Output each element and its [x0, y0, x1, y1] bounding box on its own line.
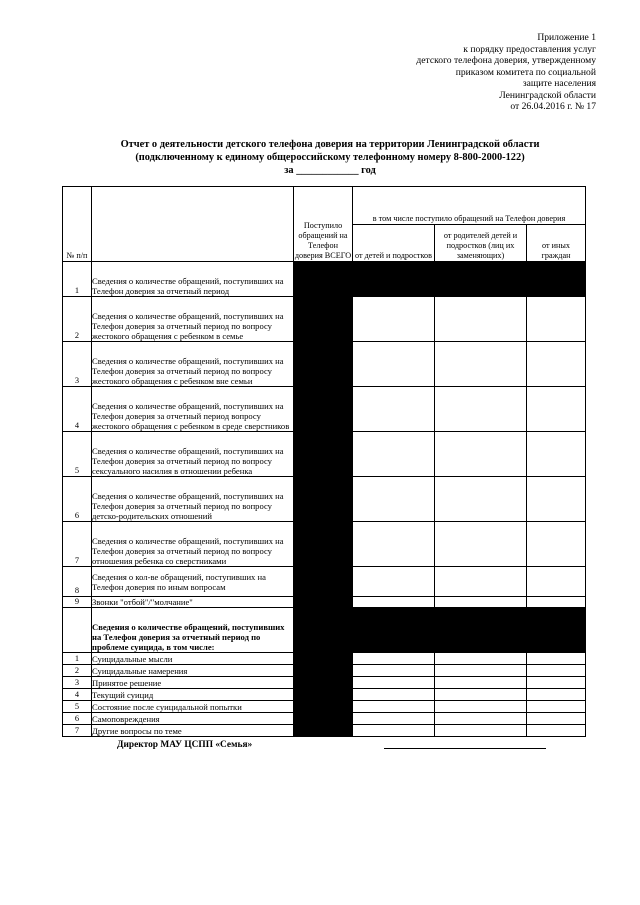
children-cell[interactable]	[353, 432, 435, 477]
total-cell	[294, 725, 353, 737]
table-row	[63, 665, 586, 677]
others-cell[interactable]	[527, 387, 586, 432]
total-cell	[294, 665, 353, 677]
row-num: 8	[63, 567, 92, 597]
table-row	[63, 689, 586, 701]
table-row	[63, 477, 586, 522]
appendix-line: детского телефона доверия, утвержденному	[416, 55, 596, 66]
title-line-2: (подключенному к единому общероссийскому телефонному номеру 8-800-2000-122)	[135, 152, 525, 163]
parents-cell[interactable]	[435, 597, 527, 608]
row-num: 5	[63, 701, 92, 713]
report-title	[60, 138, 600, 177]
title-line-1: Отчет о деятельности детского телефона доверия на территории Ленинградской области	[120, 139, 540, 150]
children-cell[interactable]	[353, 477, 435, 522]
header-children: от детей и подростков	[353, 225, 435, 262]
title-line-3: за ____________ год	[284, 165, 376, 176]
row-text: Сведения о количестве обращений, поступивших на Телефон доверия за отчетный период вопросу жестокого обращения с ребенком в среде сверстников	[92, 387, 294, 432]
children-cell[interactable]	[353, 653, 435, 665]
appendix-block	[416, 32, 596, 113]
parents-cell[interactable]	[435, 653, 527, 665]
table-row	[63, 677, 586, 689]
parents-cell[interactable]	[435, 477, 527, 522]
row-num: 2	[63, 665, 92, 677]
children-cell[interactable]	[353, 701, 435, 713]
row-num: 3	[63, 342, 92, 387]
signature-label: Директор МАУ ЦСПП «Семья»	[117, 740, 253, 750]
row-num	[63, 608, 92, 653]
table-row	[63, 387, 586, 432]
header-including: в том числе поступило обращений на Телефон доверия	[353, 187, 586, 225]
table-row	[63, 522, 586, 567]
parents-cell[interactable]	[435, 522, 527, 567]
children-cell[interactable]	[353, 597, 435, 608]
signature-line[interactable]	[384, 748, 546, 749]
others-cell[interactable]	[527, 725, 586, 737]
appendix-line: Приложение 1	[537, 32, 596, 43]
others-cell[interactable]	[527, 677, 586, 689]
children-cell[interactable]	[353, 522, 435, 567]
appendix-line: Ленинградской области	[499, 89, 596, 101]
row-num: 5	[63, 432, 92, 477]
row-text: Сведения о количестве обращений, поступивших на Телефон доверия за отчетный период по вопросу жестокого обращения с ребенком в семье	[92, 297, 294, 342]
total-cell	[294, 262, 353, 297]
total-cell	[294, 689, 353, 701]
table-row	[63, 713, 586, 725]
children-cell[interactable]	[353, 713, 435, 725]
row-num: 6	[63, 713, 92, 725]
others-cell[interactable]	[527, 689, 586, 701]
parents-cell[interactable]	[435, 701, 527, 713]
row-text: Принятое решение	[92, 677, 294, 689]
children-cell	[353, 608, 435, 653]
row-num: 1	[63, 653, 92, 665]
others-cell[interactable]	[527, 297, 586, 342]
total-cell	[294, 297, 353, 342]
others-cell[interactable]	[527, 701, 586, 713]
children-cell[interactable]	[353, 342, 435, 387]
table-row	[63, 567, 586, 597]
parents-cell[interactable]	[435, 677, 527, 689]
total-cell	[294, 653, 353, 665]
header-others: от иных граждан	[527, 225, 586, 262]
row-num: 3	[63, 677, 92, 689]
children-cell[interactable]	[353, 297, 435, 342]
suicide-header-row	[63, 608, 586, 653]
row-num: 4	[63, 387, 92, 432]
others-cell	[527, 608, 586, 653]
total-cell	[294, 677, 353, 689]
children-cell[interactable]	[353, 689, 435, 701]
suicide-header-text: Сведения о количестве обращений, поступивших на Телефон доверия за отчетный период по проблеме суицида, в том числе:	[92, 608, 294, 653]
row-text: Сведения о количестве обращений, поступивших на Телефон доверия за отчетный период по вопросу сексуального насилия в отношении ребенка	[92, 432, 294, 477]
children-cell[interactable]	[353, 665, 435, 677]
appendix-line: защите населения	[522, 78, 596, 89]
children-cell[interactable]	[353, 567, 435, 597]
parents-cell[interactable]	[435, 387, 527, 432]
total-cell	[294, 432, 353, 477]
appendix-line: от 26.04.2016 г. № 17	[510, 101, 596, 112]
row-text: Звонки "отбой"/"молчание"	[92, 597, 294, 608]
parents-cell[interactable]	[435, 725, 527, 737]
row-num: 2	[63, 297, 92, 342]
header-desc	[92, 187, 294, 262]
row-num: 4	[63, 689, 92, 701]
total-cell	[294, 387, 353, 432]
children-cell[interactable]	[353, 677, 435, 689]
total-cell	[294, 713, 353, 725]
table-row	[63, 653, 586, 665]
row-num: 1	[63, 262, 92, 297]
parents-cell[interactable]	[435, 665, 527, 677]
others-cell[interactable]	[527, 597, 586, 608]
others-cell[interactable]	[527, 522, 586, 567]
header-total: Поступило обращений на Телефон доверия ВСЕГО	[294, 187, 353, 262]
others-cell	[527, 262, 586, 297]
others-cell[interactable]	[527, 665, 586, 677]
parents-cell[interactable]	[435, 297, 527, 342]
others-cell[interactable]	[527, 342, 586, 387]
total-cell	[294, 608, 353, 653]
total-cell	[294, 567, 353, 597]
total-cell	[294, 522, 353, 567]
header-parents: от родителей детей и подростков (лиц их заменяющих)	[435, 225, 527, 262]
parents-cell	[435, 262, 527, 297]
total-cell	[294, 342, 353, 387]
parents-cell[interactable]	[435, 567, 527, 597]
total-cell	[294, 477, 353, 522]
children-cell[interactable]	[353, 725, 435, 737]
others-cell[interactable]	[527, 713, 586, 725]
parents-cell	[435, 608, 527, 653]
table-row	[63, 432, 586, 477]
parents-cell[interactable]	[435, 689, 527, 701]
row-text: Сведения о количестве обращений, поступивших на Телефон доверия за отчетный период	[92, 262, 294, 297]
others-cell[interactable]	[527, 432, 586, 477]
row-num: 6	[63, 477, 92, 522]
report-table	[62, 186, 586, 737]
row-text: Сведения о кол-ве обращений, поступивших на Телефон доверия по иным вопросам	[92, 567, 294, 597]
others-cell[interactable]	[527, 653, 586, 665]
row-text: Самоповреждения	[92, 713, 294, 725]
row-text: Другие вопросы по теме	[92, 725, 294, 737]
children-cell	[353, 262, 435, 297]
table-row	[63, 342, 586, 387]
total-cell	[294, 701, 353, 713]
parents-cell[interactable]	[435, 342, 527, 387]
row-text: Сведения о количестве обращений, поступивших на Телефон доверия за отчетный период по вопросу отношения ребенка со сверстниками	[92, 522, 294, 567]
table-row	[63, 725, 586, 737]
row-num: 7	[63, 522, 92, 567]
total-cell	[294, 597, 353, 608]
parents-cell[interactable]	[435, 432, 527, 477]
table-row	[63, 597, 586, 608]
row-text: Суицидальные мысли	[92, 653, 294, 665]
others-cell[interactable]	[527, 567, 586, 597]
table-row	[63, 262, 586, 297]
parents-cell[interactable]	[435, 713, 527, 725]
appendix-line: к порядку предоставления услуг	[463, 43, 596, 55]
children-cell[interactable]	[353, 387, 435, 432]
row-num: 7	[63, 725, 92, 737]
header-num: № п/п	[63, 187, 92, 262]
others-cell[interactable]	[527, 477, 586, 522]
row-text: Текущий суицид	[92, 689, 294, 701]
row-text: Суицидальные намерения	[92, 665, 294, 677]
row-text: Сведения о количестве обращений, поступивших на Телефон доверия за отчетный период по вопросу жестокого обращения с ребенком вне семьи	[92, 342, 294, 387]
row-num: 9	[63, 597, 92, 608]
table-row	[63, 701, 586, 713]
row-text: Сведения о количестве обращений, поступивших на Телефон доверия за отчетный период по вопросу детско-родительских отношений	[92, 477, 294, 522]
row-text: Состояние после суицидальной попытки	[92, 701, 294, 713]
appendix-line: приказом комитета по социальной	[455, 66, 596, 78]
table-row	[63, 297, 586, 342]
